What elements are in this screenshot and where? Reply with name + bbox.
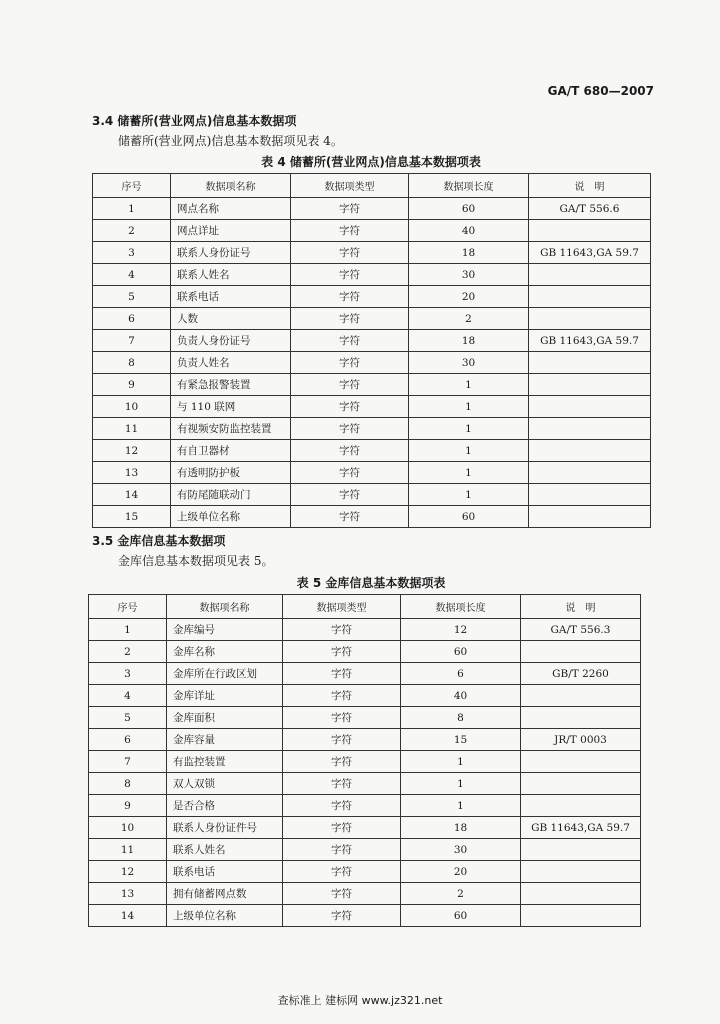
table-row — [89, 861, 641, 883]
cell-no: 8 — [89, 773, 167, 795]
table-row — [89, 729, 641, 751]
table-header-row — [89, 595, 641, 619]
cell-length: 6 — [401, 663, 521, 685]
cell-no: 2 — [93, 220, 171, 242]
cell-length: 1 — [401, 751, 521, 773]
table-row — [93, 352, 651, 374]
cell-type: 字符 — [291, 506, 409, 528]
table-4 — [92, 173, 651, 528]
table-row — [93, 440, 651, 462]
cell-type: 字符 — [283, 795, 401, 817]
cell-no: 4 — [93, 264, 171, 286]
cell-note — [521, 795, 641, 817]
cell-no: 14 — [89, 905, 167, 927]
cell-note — [521, 905, 641, 927]
cell-length: 18 — [401, 817, 521, 839]
cell-no: 13 — [93, 462, 171, 484]
cell-type: 字符 — [291, 396, 409, 418]
cell-name: 联系人姓名 — [171, 264, 291, 286]
table-row — [93, 264, 651, 286]
cell-note — [521, 773, 641, 795]
column-header-no: 序号 — [89, 595, 167, 619]
cell-length: 60 — [401, 905, 521, 927]
table-row — [93, 484, 651, 506]
cell-type: 字符 — [291, 220, 409, 242]
table-row — [89, 883, 641, 905]
cell-length: 18 — [409, 330, 529, 352]
cell-no: 1 — [89, 619, 167, 641]
table-header-row — [93, 174, 651, 198]
cell-length: 1 — [409, 418, 529, 440]
cell-name: 有监控装置 — [167, 751, 283, 773]
table-5 — [88, 594, 641, 927]
cell-name: 联系人姓名 — [167, 839, 283, 861]
cell-note — [529, 462, 651, 484]
cell-name: 双人双锁 — [167, 773, 283, 795]
cell-note — [529, 506, 651, 528]
cell-length: 1 — [409, 440, 529, 462]
table-4-caption: 表 4 储蓄所(营业网点)信息基本数据项表 — [261, 155, 481, 169]
cell-name: 金库容量 — [167, 729, 283, 751]
cell-name: 金库面积 — [167, 707, 283, 729]
cell-note — [529, 396, 651, 418]
cell-no: 13 — [89, 883, 167, 905]
table-row — [93, 330, 651, 352]
cell-type: 字符 — [283, 619, 401, 641]
cell-type: 字符 — [291, 418, 409, 440]
cell-length: 30 — [401, 839, 521, 861]
cell-name: 金库详址 — [167, 685, 283, 707]
cell-note — [529, 374, 651, 396]
section-heading-3-5: 3.5 金库信息基本数据项 — [92, 534, 226, 548]
cell-type: 字符 — [283, 905, 401, 927]
cell-name: 有自卫器材 — [171, 440, 291, 462]
cell-length: 15 — [401, 729, 521, 751]
cell-name: 有视频安防监控装置 — [171, 418, 291, 440]
cell-no: 9 — [89, 795, 167, 817]
cell-no: 10 — [89, 817, 167, 839]
cell-type: 字符 — [283, 663, 401, 685]
cell-name: 联系人身份证号 — [171, 242, 291, 264]
cell-length: 12 — [401, 619, 521, 641]
cell-no: 6 — [93, 308, 171, 330]
column-header-name: 数据项名称 — [171, 174, 291, 198]
cell-length: 40 — [401, 685, 521, 707]
cell-length: 1 — [409, 462, 529, 484]
cell-no: 4 — [89, 685, 167, 707]
cell-name: 联系人身份证件号 — [167, 817, 283, 839]
cell-type: 字符 — [283, 641, 401, 663]
table-row — [93, 506, 651, 528]
table-row — [89, 619, 641, 641]
table-row — [89, 817, 641, 839]
cell-no: 3 — [89, 663, 167, 685]
cell-no: 2 — [89, 641, 167, 663]
cell-no: 5 — [89, 707, 167, 729]
table-row — [93, 418, 651, 440]
cell-no: 15 — [93, 506, 171, 528]
cell-type: 字符 — [283, 685, 401, 707]
cell-length: 1 — [409, 374, 529, 396]
cell-no: 5 — [93, 286, 171, 308]
cell-note: GA/T 556.3 — [521, 619, 641, 641]
cell-no: 3 — [93, 242, 171, 264]
column-header-length: 数据项长度 — [409, 174, 529, 198]
cell-note — [521, 861, 641, 883]
column-header-note: 说 明 — [529, 174, 651, 198]
section-paragraph-3-4: 储蓄所(营业网点)信息基本数据项见表 4。 — [118, 134, 343, 148]
table-row — [89, 839, 641, 861]
cell-no: 1 — [93, 198, 171, 220]
table-row — [93, 286, 651, 308]
cell-type: 字符 — [291, 286, 409, 308]
cell-note — [521, 707, 641, 729]
cell-name: 拥有储蓄网点数 — [167, 883, 283, 905]
cell-note — [529, 418, 651, 440]
cell-type: 字符 — [283, 817, 401, 839]
table-row — [89, 663, 641, 685]
table-row — [89, 751, 641, 773]
cell-type: 字符 — [283, 861, 401, 883]
cell-type: 字符 — [291, 242, 409, 264]
cell-name: 金库所在行政区划 — [167, 663, 283, 685]
cell-note — [529, 308, 651, 330]
column-header-type: 数据项类型 — [283, 595, 401, 619]
cell-no: 7 — [89, 751, 167, 773]
table-row — [93, 198, 651, 220]
cell-no: 6 — [89, 729, 167, 751]
cell-length: 60 — [409, 506, 529, 528]
cell-length: 20 — [401, 861, 521, 883]
cell-length: 1 — [409, 396, 529, 418]
cell-note: JR/T 0003 — [521, 729, 641, 751]
table-row — [93, 396, 651, 418]
cell-type: 字符 — [283, 751, 401, 773]
cell-name: 联系电话 — [167, 861, 283, 883]
cell-type: 字符 — [291, 484, 409, 506]
cell-type: 字符 — [291, 330, 409, 352]
cell-name: 与 110 联网 — [171, 396, 291, 418]
cell-note — [521, 685, 641, 707]
cell-length: 2 — [401, 883, 521, 905]
cell-type: 字符 — [283, 707, 401, 729]
section-paragraph-3-5: 金库信息基本数据项见表 5。 — [118, 554, 274, 568]
cell-note — [521, 839, 641, 861]
column-header-note: 说 明 — [521, 595, 641, 619]
column-header-no: 序号 — [93, 174, 171, 198]
cell-name: 上级单位名称 — [171, 506, 291, 528]
cell-type: 字符 — [291, 462, 409, 484]
cell-type: 字符 — [283, 729, 401, 751]
cell-name: 网点名称 — [171, 198, 291, 220]
cell-note — [521, 641, 641, 663]
table-row — [89, 773, 641, 795]
table-row — [89, 905, 641, 927]
cell-length: 1 — [401, 773, 521, 795]
cell-length: 1 — [409, 484, 529, 506]
cell-name: 人数 — [171, 308, 291, 330]
cell-name: 网点详址 — [171, 220, 291, 242]
cell-note: GB 11643,GA 59.7 — [529, 330, 651, 352]
cell-type: 字符 — [283, 839, 401, 861]
cell-note — [529, 286, 651, 308]
cell-no: 14 — [93, 484, 171, 506]
cell-note: GA/T 556.6 — [529, 198, 651, 220]
cell-name: 负责人姓名 — [171, 352, 291, 374]
cell-type: 字符 — [283, 883, 401, 905]
cell-no: 11 — [89, 839, 167, 861]
cell-no: 12 — [89, 861, 167, 883]
cell-note — [521, 883, 641, 905]
cell-no: 8 — [93, 352, 171, 374]
column-header-name: 数据项名称 — [167, 595, 283, 619]
cell-type: 字符 — [291, 264, 409, 286]
table-row — [89, 641, 641, 663]
table-row — [93, 242, 651, 264]
cell-length: 30 — [409, 264, 529, 286]
cell-note: GB 11643,GA 59.7 — [529, 242, 651, 264]
cell-type: 字符 — [291, 352, 409, 374]
table-5-caption: 表 5 金库信息基本数据项表 — [296, 576, 446, 590]
cell-length: 18 — [409, 242, 529, 264]
cell-no: 10 — [93, 396, 171, 418]
cell-note: GB/T 2260 — [521, 663, 641, 685]
footer-watermark: 查标准上 建标网 www.jz321.net — [277, 994, 443, 1007]
cell-name: 有防尾随联动门 — [171, 484, 291, 506]
cell-name: 上级单位名称 — [167, 905, 283, 927]
table-row — [93, 374, 651, 396]
cell-length: 8 — [401, 707, 521, 729]
cell-note: GB 11643,GA 59.7 — [521, 817, 641, 839]
cell-type: 字符 — [291, 308, 409, 330]
cell-no: 9 — [93, 374, 171, 396]
cell-length: 60 — [401, 641, 521, 663]
cell-name: 金库编号 — [167, 619, 283, 641]
cell-no: 11 — [93, 418, 171, 440]
table-row — [93, 220, 651, 242]
section-heading-3-4: 3.4 储蓄所(营业网点)信息基本数据项 — [92, 114, 297, 128]
cell-length: 40 — [409, 220, 529, 242]
cell-type: 字符 — [291, 440, 409, 462]
table-row — [89, 685, 641, 707]
column-header-type: 数据项类型 — [291, 174, 409, 198]
cell-length: 2 — [409, 308, 529, 330]
column-header-length: 数据项长度 — [401, 595, 521, 619]
cell-note — [529, 440, 651, 462]
cell-note — [529, 220, 651, 242]
cell-no: 7 — [93, 330, 171, 352]
cell-type: 字符 — [291, 374, 409, 396]
cell-note — [529, 264, 651, 286]
table-row — [93, 462, 651, 484]
table-row — [89, 795, 641, 817]
cell-name: 联系电话 — [171, 286, 291, 308]
cell-length: 20 — [409, 286, 529, 308]
cell-name: 金库名称 — [167, 641, 283, 663]
table-row — [93, 308, 651, 330]
cell-length: 30 — [409, 352, 529, 374]
cell-type: 字符 — [291, 198, 409, 220]
cell-length: 1 — [401, 795, 521, 817]
cell-type: 字符 — [283, 773, 401, 795]
cell-note — [529, 352, 651, 374]
cell-no: 12 — [93, 440, 171, 462]
cell-name: 是否合格 — [167, 795, 283, 817]
cell-length: 60 — [409, 198, 529, 220]
table-row — [89, 707, 641, 729]
cell-note — [529, 484, 651, 506]
cell-name: 有紧急报警装置 — [171, 374, 291, 396]
cell-name: 负责人身份证号 — [171, 330, 291, 352]
cell-name: 有透明防护板 — [171, 462, 291, 484]
document-code: GA/T 680—2007 — [547, 84, 654, 98]
cell-note — [521, 751, 641, 773]
